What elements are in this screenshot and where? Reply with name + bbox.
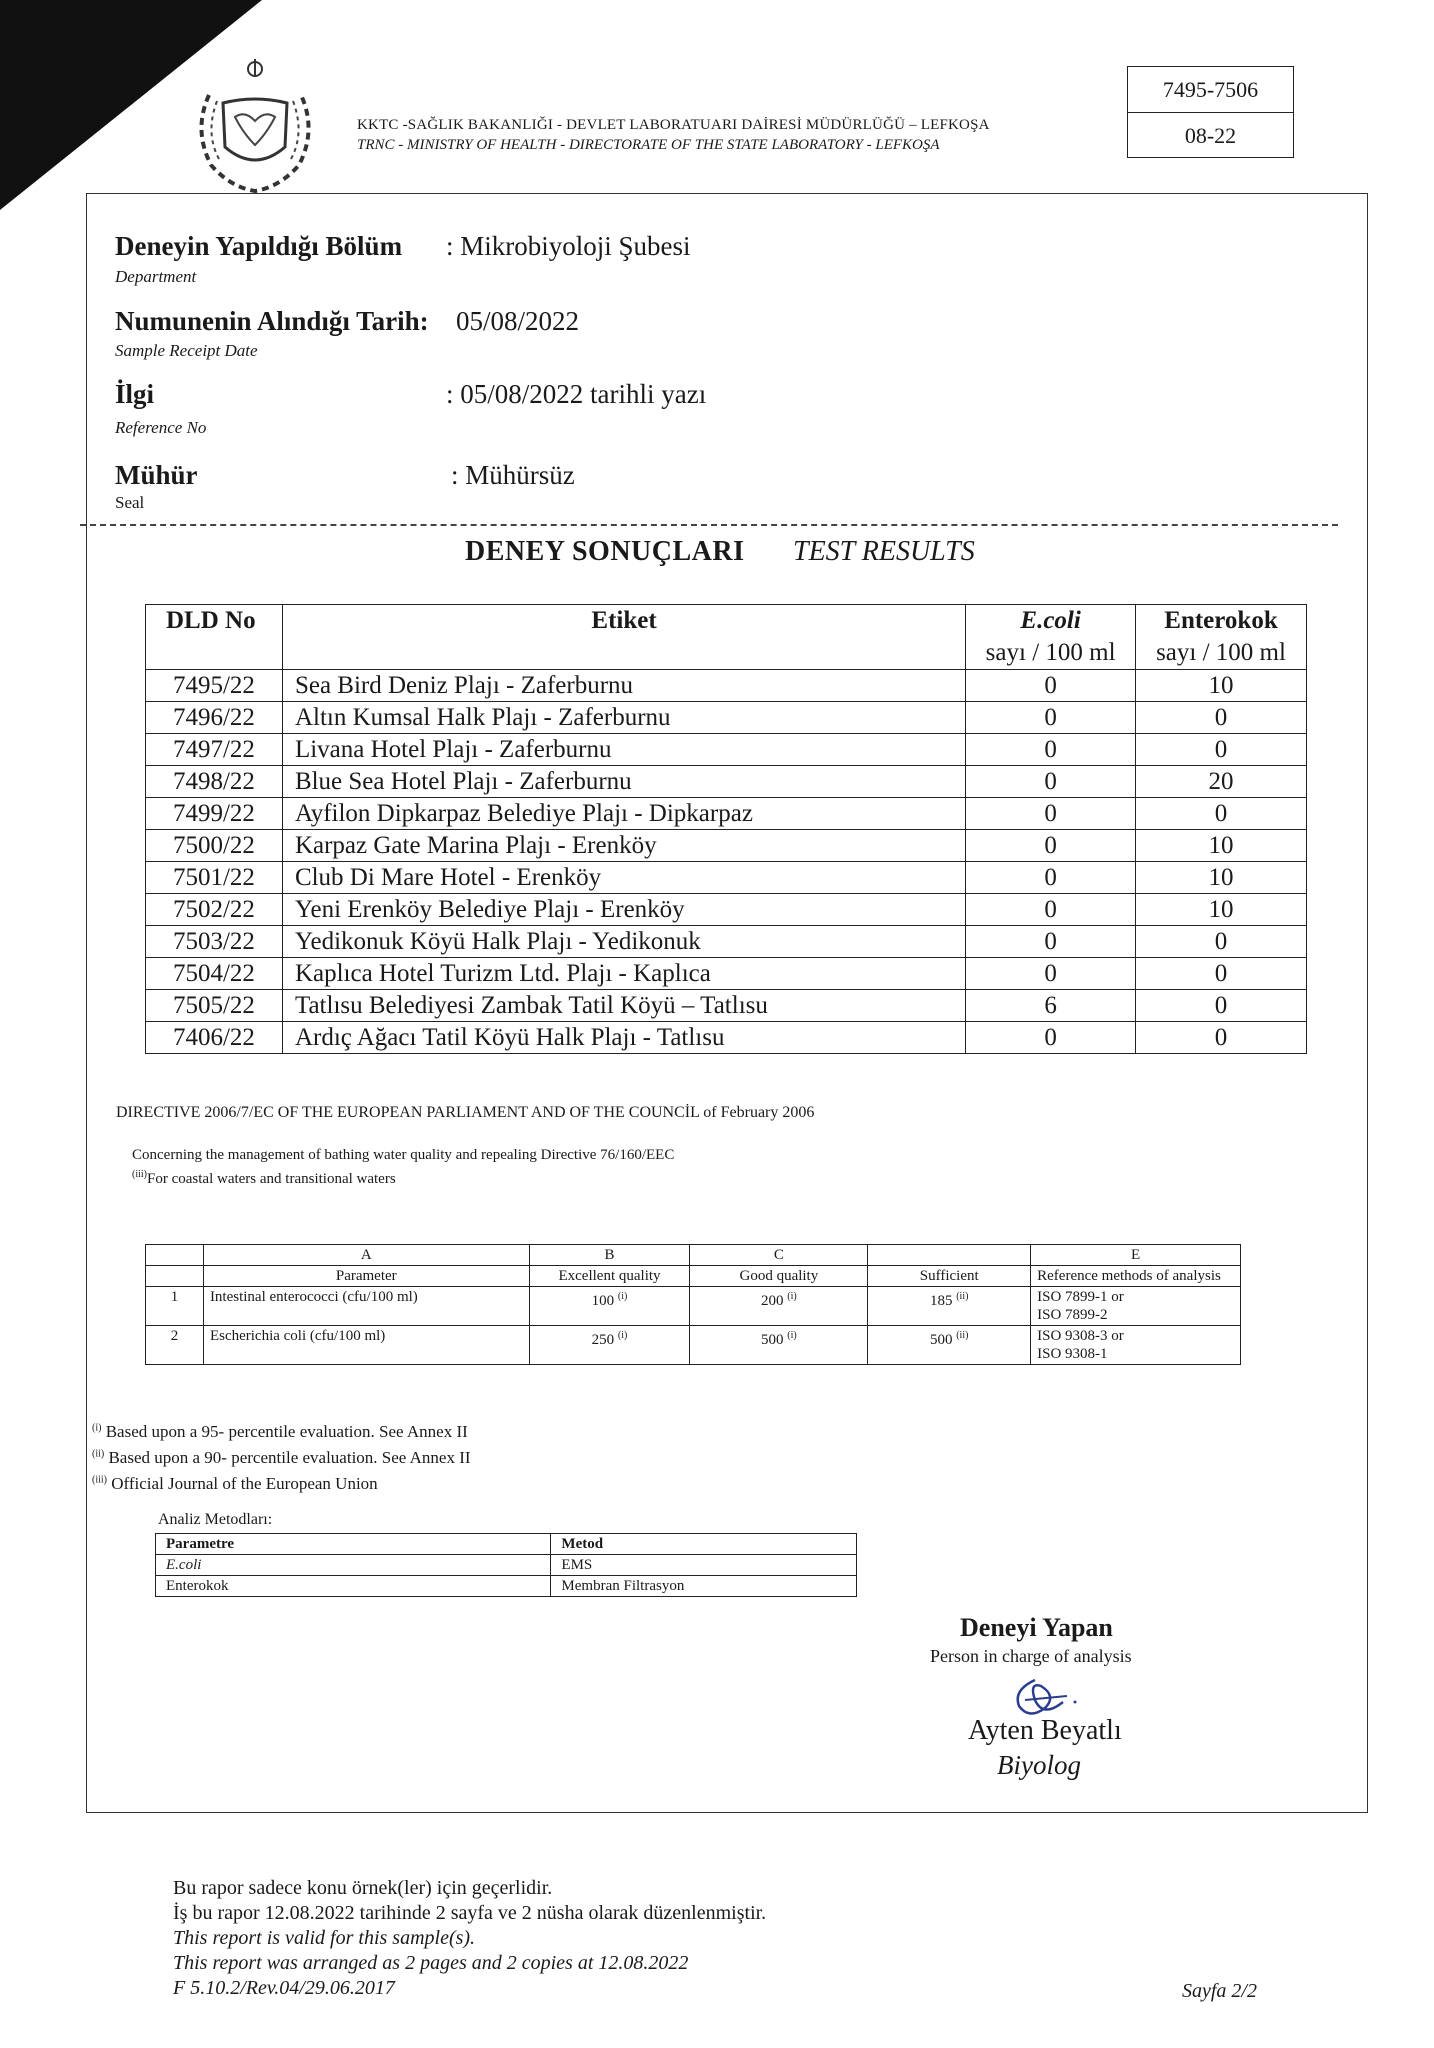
eu-row-methods: ISO 7899-1 or ISO 7899-2 [1031,1287,1241,1326]
footnote-ii: $^{(ii)}$ Based upon a 90- percentile evaluation. See Annex II [92,1448,471,1467]
signature-subtitle: Person in charge of analysis [930,1646,1132,1666]
result-row [146,1022,1307,1054]
department-value: : Mikrobiyoloji Şubesi [446,231,691,261]
eu-standards-table [145,1244,1241,1365]
methods-table [155,1533,857,1597]
result-dld-no: 7501/22 [146,862,283,894]
result-dld-no: 7499/22 [146,798,283,830]
sample-date-value: 05/08/2022 [456,306,580,336]
result-etiket: Yeni Erenköy Belediye Plajı - Erenköy [282,894,965,926]
col-etiket: Etiket [282,605,965,670]
reference-box [1127,66,1294,158]
seal-sublabel: Seal [115,493,145,512]
signature-name: Ayten Beyatlı [968,1715,1122,1746]
methods-row-method: Membran Filtrasyon [551,1576,857,1597]
eu-row-excellent: 250 $^{(i)}$ [529,1326,690,1365]
results-title-en: TEST RESULTS [793,536,975,567]
footnote-i: $^{(i)}$ Based upon a 95- percentile evaluation. See Annex II [92,1422,468,1441]
result-dld-no: 7495/22 [146,670,283,702]
col-enterokok: Enterokok sayı / 100 ml [1136,605,1307,670]
result-dld-no: 7505/22 [146,990,283,1022]
col-letter-b: B [529,1245,690,1266]
signature-role: Biyolog [997,1750,1081,1780]
footer-arranged-tr: İş bu rapor 12.08.2022 tarihinde 2 sayfa ve 2 nüsha olarak düzenlenmiştir. [173,1902,767,1924]
result-row [146,734,1307,766]
header-excellent: Excellent quality [529,1266,690,1287]
result-enterokok: 0 [1136,1022,1307,1054]
result-etiket: Kaplıca Hotel Turizm Ltd. Plajı - Kaplıca [282,958,965,990]
result-row [146,670,1307,702]
result-row [146,798,1307,830]
page-number: Sayfa 2/2 [1182,1980,1257,2002]
eu-row-methods: ISO 9308-3 or ISO 9308-1 [1031,1326,1241,1365]
result-enterokok: 10 [1136,862,1307,894]
footer-validity-tr: Bu rapor sadece konu örnek(ler) için geçerlidir. [173,1877,553,1899]
footer-arranged-en: This report was arranged as 2 pages and 2 copies at 12.08.2022 [173,1952,689,1974]
department-label: Deneyin Yapıldığı Bölüm [115,231,403,261]
eu-row-parameter: Intestinal enterococci (cfu/100 ml) [203,1287,529,1326]
results-table [145,604,1307,1054]
result-dld-no: 7503/22 [146,926,283,958]
eu-row-good: 200 $^{(i)}$ [690,1287,868,1326]
seal-label: Mühür [115,460,198,490]
methods-label: Analiz Metodları: [158,1511,273,1528]
result-enterokok: 10 [1136,670,1307,702]
eu-row-no: 2 [146,1326,204,1365]
methods-row-param: Enterokok [156,1576,551,1597]
result-ecoli: 0 [966,766,1136,798]
result-row [146,990,1307,1022]
header-sufficient: Sufficient [868,1266,1031,1287]
eu-row-no: 1 [146,1287,204,1326]
methods-row-method: EMS [551,1555,857,1576]
results-title-tr: DENEY SONUÇLARI [465,536,745,567]
header-parameter: Parameter [203,1266,529,1287]
state-emblem-logo [185,55,325,195]
directive-concerning: Concerning the management of bathing water quality and repealing Directive 76/160/EEC $^{(iii)}$For coastal waters and transitional waters [132,1147,675,1187]
sample-date-sublabel: Sample Receipt Date [115,341,258,360]
eu-row [146,1326,1241,1365]
result-etiket: Ayfilon Dipkarpaz Belediye Plajı - Dipkarpaz [282,798,965,830]
result-row [146,702,1307,734]
eu-row-sufficient: 185 $^{(ii)}$ [868,1287,1031,1326]
result-etiket: Blue Sea Hotel Plajı - Zaferburnu [282,766,965,798]
result-enterokok: 0 [1136,702,1307,734]
result-etiket: Karpaz Gate Marina Plajı - Erenköy [282,830,965,862]
footer-form-code: F 5.10.2/Rev.04/29.06.2017 [173,1977,395,1999]
result-dld-no: 7502/22 [146,894,283,926]
result-row [146,894,1307,926]
header-ministry-en: TRNC - MINISTRY OF HEALTH - DIRECTORATE OF THE STATE LABORATORY - LEFKOŞA [357,137,940,153]
result-enterokok: 0 [1136,958,1307,990]
methods-col-param: Parametre [156,1534,551,1555]
reference-range: 7495-7506 [1128,67,1293,113]
result-enterokok: 0 [1136,798,1307,830]
result-etiket: Altın Kumsal Halk Plajı - Zaferburnu [282,702,965,734]
result-ecoli: 0 [966,830,1136,862]
result-etiket: Ardıç Ağacı Tatil Köyü Halk Plajı - Tatlısu [282,1022,965,1054]
reference-month: 08-22 [1184,123,1237,148]
reference-label: İlgi [115,379,155,409]
result-ecoli: 0 [966,798,1136,830]
col-letter-e: E [1031,1245,1241,1266]
signature-title: Deneyi Yapan [960,1613,1113,1642]
footer-validity-en: This report is valid for this sample(s). [173,1927,476,1949]
result-etiket: Tatlısu Belediyesi Zambak Tatil Köyü – Tatlısu [282,990,965,1022]
header-ministry-tr: KKTC -SAĞLIK BAKANLIĞI - DEVLET LABORATUARI DAİRESİ MÜDÜRLÜĞÜ – LEFKOŞA [357,117,990,133]
result-row [146,766,1307,798]
result-row [146,830,1307,862]
result-dld-no: 7406/22 [146,1022,283,1054]
reference-value: : 05/08/2022 tarihli yazı [446,379,707,409]
eu-row-good: 500 $^{(i)}$ [690,1326,868,1365]
result-ecoli: 0 [966,894,1136,926]
result-ecoli: 0 [966,926,1136,958]
result-ecoli: 0 [966,862,1136,894]
methods-col-method: Metod [551,1534,857,1555]
eu-row-parameter: Escherichia coli (cfu/100 ml) [203,1326,529,1365]
reference-sublabel: Reference No [115,418,207,437]
eu-row-excellent: 100 $^{(i)}$ [529,1287,690,1326]
result-dld-no: 7498/22 [146,766,283,798]
eu-row-sufficient: 500 $^{(ii)}$ [868,1326,1031,1365]
col-letter-a: A [203,1245,529,1266]
result-etiket: Livana Hotel Plajı - Zaferburnu [282,734,965,766]
col-letter-c: C [690,1245,868,1266]
result-enterokok: 10 [1136,830,1307,862]
col-ecoli: E.coli sayı / 100 ml [966,605,1136,670]
result-dld-no: 7500/22 [146,830,283,862]
header-methods: Reference methods of analysis [1031,1266,1241,1287]
result-ecoli: 0 [966,1022,1136,1054]
result-row [146,958,1307,990]
result-ecoli: 0 [966,958,1136,990]
result-enterokok: 0 [1136,734,1307,766]
col-dld-no: DLD No [146,605,283,670]
methods-row-param: E.coli [156,1555,551,1576]
result-enterokok: 10 [1136,894,1307,926]
department-sublabel: Department [115,267,197,286]
result-dld-no: 7497/22 [146,734,283,766]
result-dld-no: 7504/22 [146,958,283,990]
seal-value: : Mühürsüz [451,460,575,490]
result-etiket: Club Di Mare Hotel - Erenköy [282,862,965,894]
result-etiket: Yedikonuk Köyü Halk Plajı - Yedikonuk [282,926,965,958]
directive-title: DIRECTIVE 2006/7/EC OF THE EUROPEAN PARLIAMENT AND OF THE COUNCİL of February 2006 [116,1104,815,1121]
result-dld-no: 7496/22 [146,702,283,734]
result-ecoli: 6 [966,990,1136,1022]
divider [80,524,1338,526]
result-ecoli: 0 [966,734,1136,766]
result-ecoli: 0 [966,670,1136,702]
header-good: Good quality [690,1266,868,1287]
result-row [146,926,1307,958]
result-ecoli: 0 [966,702,1136,734]
result-etiket: Sea Bird Deniz Plajı - Zaferburnu [282,670,965,702]
result-row [146,862,1307,894]
result-enterokok: 0 [1136,926,1307,958]
sample-date-label: Numunenin Alındığı Tarih: [115,306,429,336]
footnote-iii: $^{(iii)}$ Official Journal of the European Union [92,1474,378,1493]
result-enterokok: 20 [1136,766,1307,798]
eu-row [146,1287,1241,1326]
result-enterokok: 0 [1136,990,1307,1022]
